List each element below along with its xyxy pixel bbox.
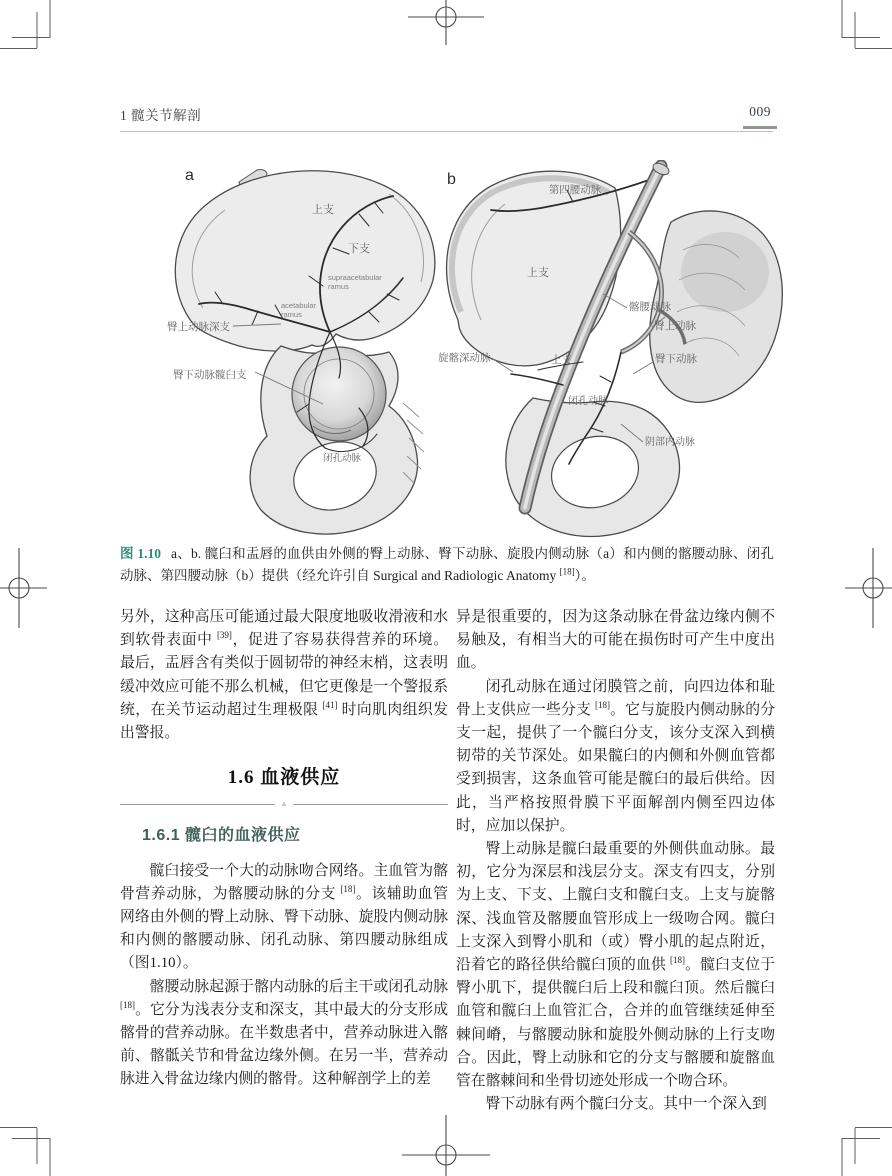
figure-caption [120, 543, 774, 587]
paragraph: 髋臼接受一个大的动脉吻合网络。主血管为髂骨营养动脉，为髂腰动脉的分支 [18]。该辅助血管网络由外侧的臀上动脉、臀下动脉、旋股内侧动脉和内侧的髂腰动脉、闭孔动脉、第四腰动脉组成（图1.10）。 [120, 862, 448, 972]
paragraph: 髂腰动脉起源于髂内动脉的后主干或闭孔动脉 [18]。它分为浅表分支和深支，其中最大的分支形成髂骨的营养动脉。在半数患者中，营养动脉进入髂前、髂骶关节和骨盆边缘外侧。在另一半，营养动脉进入骨盆边缘内侧的髂骨。这种解剖学上的差 [120, 978, 448, 1088]
label-superior-branch-upper-b: 上支 [527, 267, 549, 279]
paragraph: 异是很重要的，因为这条动脉在骨盆边缘内侧不易触及，有相当大的可能在损伤时可产生中度出血。 [456, 609, 775, 672]
section-title: 1.6 血液供应 [227, 767, 341, 789]
figure-caption-label: 图 1.10 [120, 546, 161, 561]
section-divider [120, 799, 448, 809]
label-superior-gluteal-artery: 臀上动脉 [654, 321, 696, 332]
deep-circumflex-vessel [511, 374, 563, 385]
label-acetabular-ramus-1: acetabular [281, 301, 317, 310]
figure-caption-text: a、b. 髋臼和盂唇的血供由外侧的臀上动脉、臀下动脉、旋股内侧动脉（a）和内侧的髂腰动脉、闭孔动脉、第四腰动脉（b）提供（经允许引自 Surgical and Radiologic Anatomy [18]）。 [120, 546, 775, 583]
body-column-left [120, 606, 448, 1092]
page-number-text: 009 [749, 104, 771, 119]
subsection-title: 1.6.1 髋臼的血液供应 [142, 827, 301, 845]
label-superior-branch-lower-b: 上支 [551, 355, 572, 366]
label-obturator-artery-b: 闭孔动脉 [568, 396, 608, 407]
label-acetabular-branch-inferior-gluteal: 臀下动脉髋臼支 [173, 370, 247, 381]
label-internal-pudendal-artery: 阴部内动脉 [645, 437, 695, 448]
paragraph: 闭孔动脉在通过闭膜管之前，向四边体和耻骨上支供应一些分支 [18]。它与旋股内侧动脉的分支一起，提供了一个髋臼分支，该分支深入到横韧带的关节深处。如果髋臼的内侧和外侧血管都受到损害，这条血管可能是髋臼的最后供给。因此，当严格按照骨膜下平面解剖内侧至四边体时，应加以保护。 [456, 678, 775, 834]
label-supraacetabular-ramus-2: ramus [328, 282, 349, 291]
chapter-header: 1 髋关节解剖 [120, 108, 202, 123]
label-fourth-lumbar-artery: 第四腰动脉 [548, 185, 602, 196]
label-inferior-gluteal-artery: 臀下动脉 [655, 354, 697, 365]
figure-1-10-panel-a [163, 158, 443, 543]
label-supraacetabular-ramus-1: supraacetabular [328, 273, 382, 282]
paragraph: 臀下动脉有两个髋臼分支。其中一个深入到 [485, 1096, 767, 1113]
figure-1-10-panel-b [433, 160, 788, 545]
acetabulum-a [292, 347, 386, 441]
label-inferior-branch-a: 下支 [348, 243, 370, 255]
divider-triangle-ornament: ▲ [275, 798, 293, 810]
label-iliolumbar-artery: 髂腰动脉 [629, 302, 671, 313]
label-superior-branch-a: 上支 [312, 204, 334, 216]
label-deep-branch-superior-gluteal: 臀上动脉深支 [167, 322, 230, 333]
paragraph: 另外，这种高压可能通过最大限度地吸收滑液和水到软骨表面中 [39]，促进了容易获得营养的环境。最后，盂唇含有类似于圆韧带的神经末梢，这表明缓冲效应可能不那么机械，但它更像是一个警报系统，在关节运动超过生理极限 [41] 时向肌肉组织发出警报。 [120, 609, 448, 742]
label-acetabular-ramus-2: ramus [281, 310, 302, 319]
page-number [747, 104, 773, 120]
body-column-right [456, 606, 775, 1116]
label-obturator-artery-a: 闭孔动脉 [322, 454, 362, 464]
panel-a-tag: a [185, 167, 194, 184]
paragraph: 臀上动脉是髋臼最重要的外侧供血动脉。最初，它分为深层和浅层分支。深支有四支，分别为上支、下支、上髋臼支和髋臼支。上支与旋髂深、浅血管及髂腰血管形成上一级吻合网。髋臼上支深入到臀小肌和（或）臀小肌的起点附近，沿着它的路径供给髋臼顶的血供 [18]。髋臼支位于臀小肌下，提供髋臼后上段和髋臼顶。然后髋臼血管和髋臼上血管汇合，合并的血管继续延伸至棘间嵴，与髂腰动脉和旋股外侧动脉的上行支吻合。因此，臀上动脉和它的分支与髂腰和旋髂血管在髂棘间和坐骨切迹处形成一个吻合环。 [456, 841, 775, 1090]
panel-b-tag: b [447, 171, 456, 188]
page-number-rule [743, 126, 777, 129]
label-deep-circumflex-iliac-artery: 旋髂深动脉 [438, 353, 491, 364]
running-head [120, 104, 773, 132]
